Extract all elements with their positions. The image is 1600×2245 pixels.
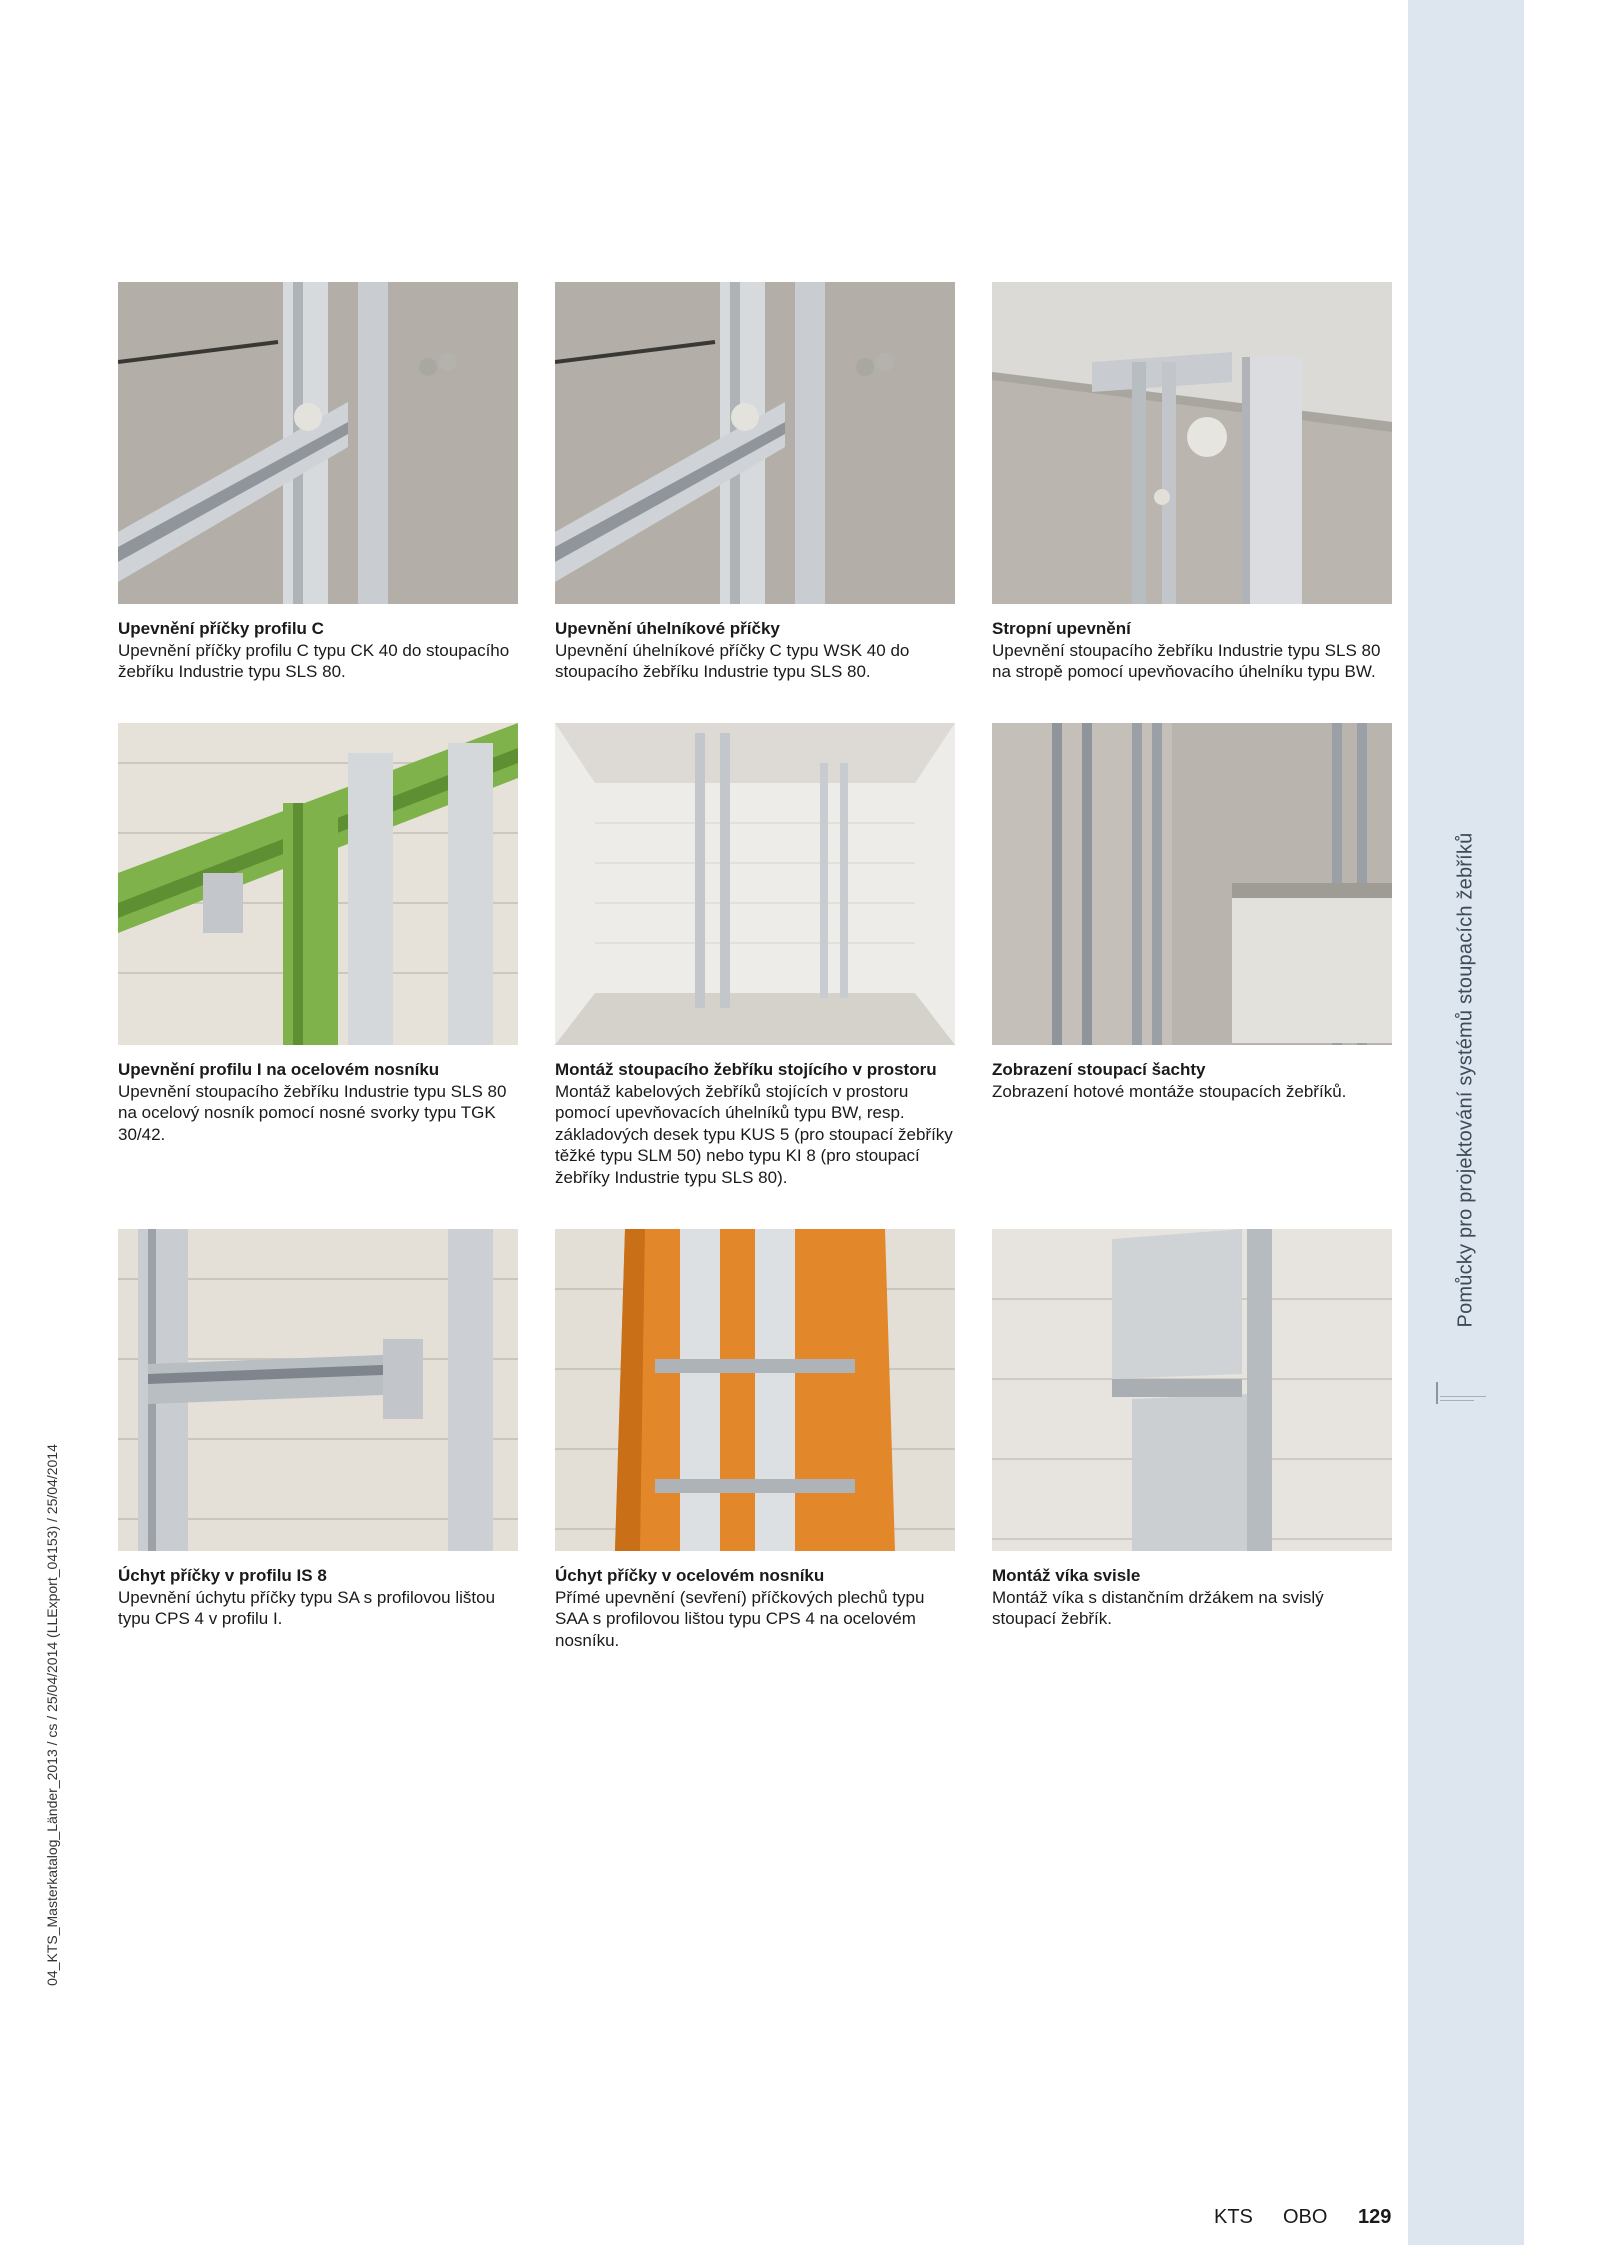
- file-label: 04_KTS_Masterkatalog_Länder_2013 / cs / 25/04/2014 (LLExport_04153) / 25/04/2014: [44, 1444, 60, 1986]
- photo-c-profile-rung-image: [118, 282, 518, 604]
- item-text: Montáž víka s distančním držákem na svislý stoupací žebřík.: [992, 1587, 1324, 1628]
- photo-vertical-cover-image: [992, 1229, 1392, 1551]
- item-text: Montáž kabelových žebříků stojících v prostoru pomocí upevňovacích úhelníků typu BW, resp. základových desek typu KUS 5 (pro stoupací žebříky těžké typu SLM 50) nebo typu KI 8 (pro stoupací žebříky Industrie typu SLS 80).: [555, 1081, 953, 1187]
- photo-vertical-cover: [992, 1229, 1392, 1551]
- footer-brand: OBO: [1283, 2206, 1328, 2228]
- item-title: Stropní upevnění: [992, 619, 1131, 638]
- item-riser-shaft: [992, 723, 1392, 1102]
- photo-rung-holder-is8: [118, 1229, 518, 1551]
- item-ceiling-mount: [992, 282, 1392, 683]
- photo-angle-rung-image: [555, 282, 955, 604]
- item-title: Upevnění příčky profilu C: [118, 619, 324, 638]
- photo-angle-rung: [555, 282, 955, 604]
- item-title: Upevnění úhelníkové příčky: [555, 619, 780, 638]
- footer-section: KTS: [1214, 2206, 1253, 2228]
- item-text: Přímé upevnění (sevření) příčkových plechů typu SAA s profilovou lištou typu CPS 4 na ocelovém nosníku.: [555, 1587, 925, 1650]
- item-title: Montáž stoupacího žebříku stojícího v prostoru: [555, 1060, 937, 1079]
- photo-i-profile-beam-image: [118, 723, 518, 1045]
- item-title: Zobrazení stoupací šachty: [992, 1060, 1206, 1079]
- photo-riser-shaft: [992, 723, 1392, 1045]
- page-number: 129: [1358, 2206, 1392, 2228]
- item-title: Úchyt příčky v ocelovém nosníku: [555, 1566, 825, 1585]
- photo-freestanding-ladder: [555, 723, 955, 1045]
- photo-ceiling-mount: [992, 282, 1392, 604]
- item-text: Upevnění příčky profilu C typu CK 40 do stoupacího žebříku Industrie typu SLS 80.: [118, 640, 510, 681]
- item-freestanding-ladder: [555, 723, 955, 1188]
- photo-rung-holder-beam-image: [555, 1229, 955, 1551]
- item-text: Upevnění úchytu příčky typu SA s profilovou lištou typu CPS 4 v profilu I.: [118, 1587, 496, 1628]
- photo-rung-holder-is8-image: [118, 1229, 518, 1551]
- photo-i-profile-beam: [118, 723, 518, 1045]
- item-text: Zobrazení hotové montáže stoupacích žebříků.: [992, 1081, 1347, 1101]
- photo-ceiling-mount-image: [992, 282, 1392, 604]
- photo-freestanding-ladder-image: [555, 723, 955, 1045]
- photo-rung-holder-beam: [555, 1229, 955, 1551]
- photo-riser-shaft-image: [992, 723, 1392, 1045]
- item-text: Upevnění stoupacího žebříku Industrie typu SLS 80 na ocelový nosník pomocí nosné svorky typu TGK 30/42.: [118, 1081, 507, 1144]
- item-rung-holder-beam: [555, 1229, 955, 1651]
- sidebar-title: Pomůcky pro projektování systémů stoupacích žebříků: [1454, 832, 1477, 1328]
- item-c-profile-rung: [118, 282, 518, 683]
- photo-c-profile-rung: [118, 282, 518, 604]
- item-angle-rung: [555, 282, 955, 683]
- sidebar-tab-mark: [1436, 1380, 1488, 1408]
- item-title: Montáž víka svisle: [992, 1566, 1141, 1585]
- item-title: Úchyt příčky v profilu IS 8: [118, 1566, 327, 1585]
- item-i-profile-beam: [118, 723, 518, 1145]
- item-rung-holder-is8: [118, 1229, 518, 1630]
- item-text: Upevnění stoupacího žebříku Industrie typu SLS 80 na stropě pomocí upevňovacího úhelníku typu BW.: [992, 640, 1381, 681]
- item-vertical-cover: [992, 1229, 1392, 1630]
- item-title: Upevnění profilu I na ocelovém nosníku: [118, 1060, 440, 1079]
- item-text: Upevnění úhelníkové příčky C typu WSK 40 do stoupacího žebříku Industrie typu SLS 80.: [555, 640, 910, 681]
